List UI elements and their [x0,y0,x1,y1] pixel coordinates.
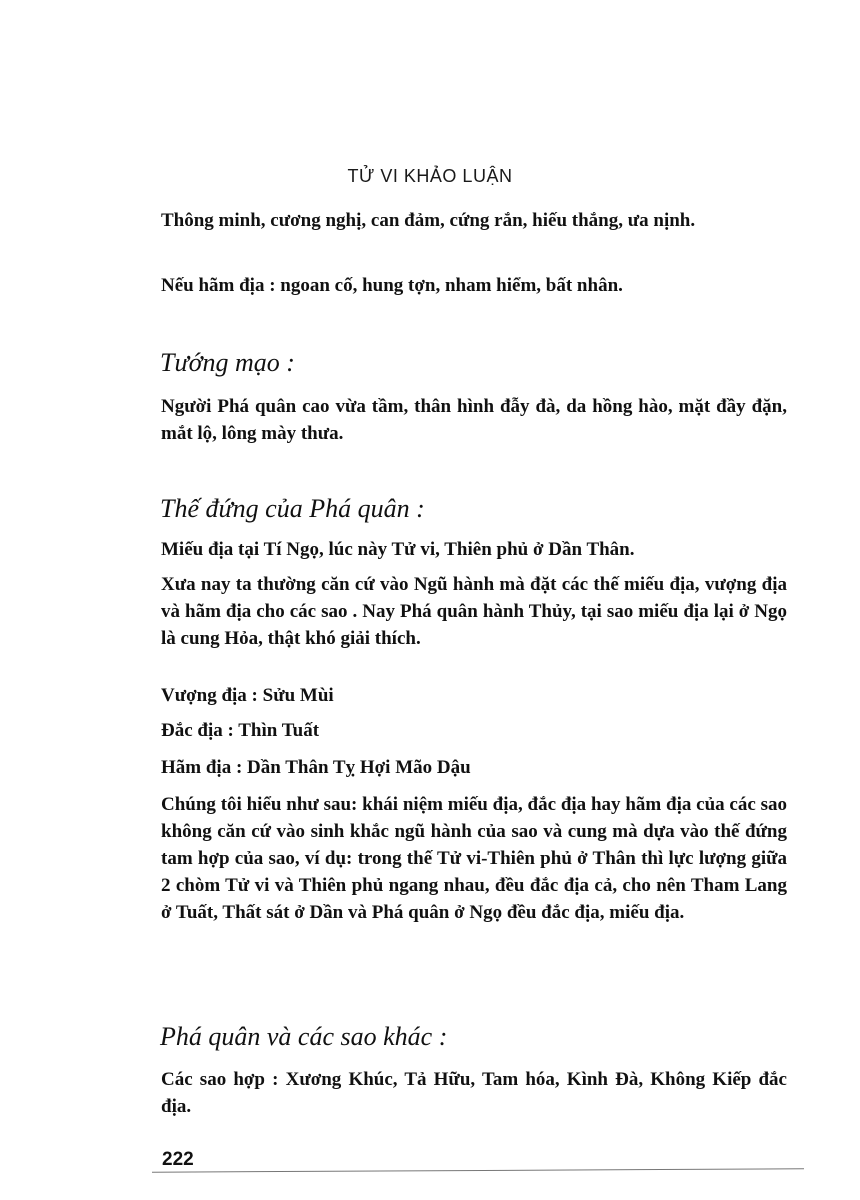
running-head: TỬ VI KHẢO LUẬN [347,166,513,186]
paragraph: Người Phá quân cao vừa tầm, thân hình đẫy đà, da hồng hào, mặt đầy đặn, mắt lộ, lông mày thưa. [161,396,787,444]
paragraph-ham-dia: Hãm địa : Dần Thân Tỵ Hợi Mão Dậu [161,757,471,778]
paragraph: Xưa nay ta thường căn cứ vào Ngũ hành mà đặt các thế miếu địa, vượng địa và hãm địa cho các sao . Nay Phá quân hành Thủy, tại sao miếu địa lại ở Ngọ là cung Hỏa, thật khó giải thích. [161,574,787,649]
paragraph: Các sao hợp : Xương Khúc, Tả Hữu, Tam hóa, Kình Đà, Không Kiếp đắc địa. [161,1069,787,1117]
paragraph-vuong-dia: Vượng địa : Sửu Mùi [161,685,334,706]
intro-paragraph: Thông minh, cương nghị, can đảm, cứng rắn, hiếu thắng, ưa nịnh. [161,210,696,231]
intro-paragraph-ham-dia: Nếu hãm địa : ngoan cố, hung tợn, nham hiểm, bất nhân. [161,275,623,296]
section-heading-tuong-mao: Tướng mạo : [160,348,295,377]
footer-rule [152,1168,804,1172]
paragraph: Chúng tôi hiểu như sau: khái niệm miếu địa, đắc địa hay hãm địa của các sao không căn cứ vào sinh khắc ngũ hành của sao và cung mà dựa vào thế đứng tam hợp của sao, ví dụ: trong thế Tử vi-Thiên phủ ở Thân thì lực lượng giữa 2 chòm Tử vi và Thiên phủ ngang nhau, đều đắc địa cả, cho nên Tham Lang ở Tuất, Thất sát ở Dần và Phá quân ở Ngọ đều đắc địa, miếu địa. [161,794,787,923]
section-heading-the-dung: Thế đứng của Phá quân : [160,494,425,523]
page-number: 222 [162,1149,194,1170]
paragraph: Miếu địa tại Tí Ngọ, lúc này Tử vi, Thiên phủ ở Dần Thân. [161,539,635,560]
paragraph-dac-dia: Đắc địa : Thìn Tuất [161,720,320,741]
section-heading-cac-sao-khac: Phá quân và các sao khác : [160,1022,448,1051]
